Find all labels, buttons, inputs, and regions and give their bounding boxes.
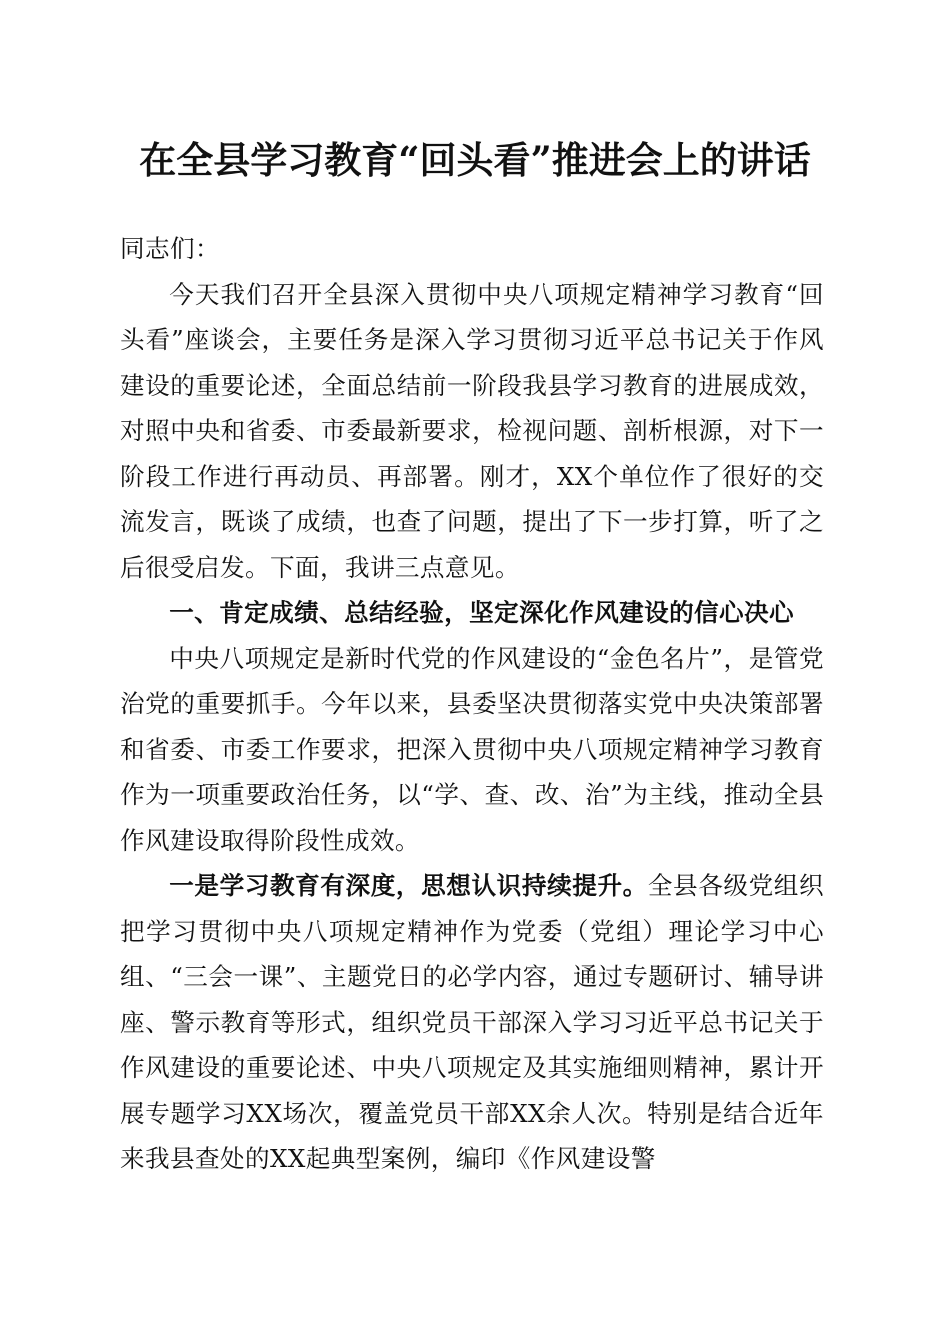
section-1-paragraph: 中央八项规定是新时代党的作风建设的“金色名片”，是管党治党的重要抓手。今年以来，县委坚决贯彻落实党中央决策部署和省委、市委工作要求，把深入贯彻中央八项规定精神学习教育作为一项重要政治任务，以“学、查、改、治”为主线，推动全县作风建设取得阶段性成效。 [120,643,824,855]
point-1-paragraph [120,863,824,1182]
document-title: 在全县学习教育“回头看”推进会上的讲话 [139,138,811,182]
document-body [120,226,824,1182]
point-1-text: 全县各级党组织把学习贯彻中央八项规定精神作为党委（党组）理论学习中心组、“三会一课”、主题党日的必学内容，通过专题研讨、辅导讲座、警示教育等形式，组织党员干部深入学习习近平总书记关于作风建设的重要论述、中央八项规定及其实施细则精神，累计开展专题学习XX场次，覆盖党员干部XX余人次。特别是结合近年来我县查处的XX起典型案例，编印《作风建设警 [120,871,824,1173]
salutation: 同志们： [120,234,220,263]
point-1-lead: 一是学习教育有深度，思想认识持续提升。 [169,871,648,900]
section-heading-1: 一、肯定成绩、总结经验，坚定深化作风建设的信心决心 [169,598,795,627]
opening-paragraph: 今天我们召开全县深入贯彻中央八项规定精神学习教育“回头看”座谈会，主要任务是深入学习贯彻习近平总书记关于作风建设的重要论述，全面总结前一阶段我县学习教育的进展成效，对照中央和省委、市委最新要求，检视问题、剖析根源，对下一阶段工作进行再动员、再部署。刚才，XX个单位作了很好的交流发言，既谈了成绩，也查了问题，提出了下一步打算，听了之后很受启发。下面，我讲三点意见。 [120,279,824,582]
